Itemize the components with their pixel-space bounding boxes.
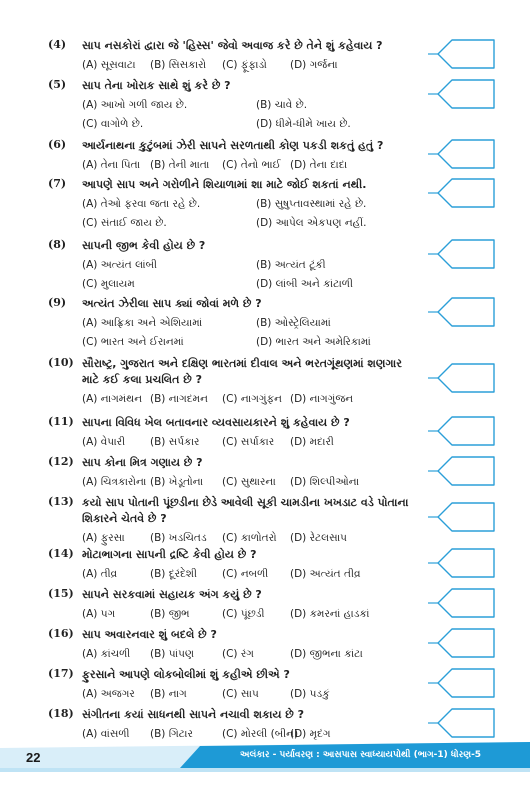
answer-option: (C) રંગ <box>222 648 254 660</box>
answer-option: (D) અત્યંત તીવ્ર <box>290 568 361 580</box>
page-footer <box>0 742 530 795</box>
answer-option: (C) સંતાઈ જાય છે. <box>82 217 167 229</box>
answer-option: (B) સિસકારો <box>150 59 207 71</box>
answer-box[interactable] <box>426 76 498 112</box>
answer-box[interactable] <box>426 499 498 535</box>
question-text: સાપને સરકવામાં સહાયક અંગ કયું છે ? <box>82 588 262 601</box>
answer-box[interactable] <box>426 236 498 272</box>
answer-option: (D) પડકું <box>290 688 330 700</box>
answer-box[interactable] <box>426 585 498 621</box>
answer-option: (C) મોરલી (બીન) <box>222 728 299 740</box>
answer-option: (D) મદારી <box>290 436 334 448</box>
answer-option: (D) કમરનાં હાડકાં <box>290 608 370 620</box>
question-number: (18) <box>48 707 74 720</box>
question-text: સૌરાષ્ટ્ર, ગુજરાત અને દક્ષિણ ભારતમાં દીવાલ અને ભરતગૂંથણમાં શણગાર માટે કઈ કલા પ્રચલિત છે ? <box>82 357 402 386</box>
answer-option: (D) ગર્જના <box>290 59 338 71</box>
question-number: (7) <box>48 177 67 190</box>
answer-option: (C) મુલાયમ <box>82 278 135 290</box>
question-text: સાપના વિવિધ ખેલ બતાવનાર વ્યવસાયકારને શું કહેવાય છે ? <box>82 416 350 429</box>
answer-option: (A) અજગર <box>82 688 135 700</box>
answer-option: (B) ઓસ્ટ્રેલિયામાં <box>256 317 331 329</box>
answer-option: (D) આપેલ એકપણ નહીં. <box>256 217 367 229</box>
answer-option: (D) મૃદંગ <box>290 728 331 740</box>
answer-box[interactable] <box>426 545 498 581</box>
answer-option: (C) ભારત અને ઈરાનમાં <box>82 336 184 348</box>
answer-box[interactable] <box>426 413 498 449</box>
answer-option: (B) તેની માતા <box>150 159 210 171</box>
question-number: (11) <box>48 415 74 428</box>
answer-box[interactable] <box>426 665 498 701</box>
answer-option: (A) ફુરસા <box>82 532 125 544</box>
answer-option: (B) ચાવે છે. <box>256 99 308 111</box>
answer-option: (C) નાગગુંફન <box>222 393 282 405</box>
answer-option: (A) વેપારી <box>82 436 126 448</box>
answer-option: (D) રેટલસાપ <box>290 532 347 544</box>
answer-option: (D) ધીમે-ધીમે ખાય છે. <box>256 118 351 130</box>
question-text: સાપ નસકોરાં દ્વારા જે 'હિસ્સ' જેવો અવાજ કરે છે તેને શું કહેવાય ? <box>82 39 383 52</box>
question-text: મોટાભાગના સાપની દ્રષ્ટિ કેવી હોય છે ? <box>82 548 257 561</box>
question-text: ફુરસાને આપણે લોકબોલીમાં શું કહીએ છીએ ? <box>82 668 290 681</box>
answer-box[interactable] <box>426 705 498 741</box>
answer-box[interactable] <box>426 175 498 211</box>
answer-box[interactable] <box>426 36 498 72</box>
question-text: સાપ અવારનવાર શું બદલે છે ? <box>82 628 217 641</box>
answer-option: (A) અત્યંત લાંબી <box>82 259 158 271</box>
answer-option: (C) સાપ <box>222 688 259 700</box>
question-text: આપણે સાપ અને ગરોળીને શિયાળામાં શા માટે જોઈ શકતાં નથી. <box>82 178 367 191</box>
answer-option: (B) ખડચિતડ <box>150 532 207 544</box>
question-number: (16) <box>48 627 74 640</box>
question-text: સાપની જીભ કેવી હોય છે ? <box>82 239 206 252</box>
answer-option: (D) શિલ્પીઓના <box>290 476 360 488</box>
answer-option: (A) પગ <box>82 608 116 620</box>
answer-option: (C) નબળી <box>222 568 269 580</box>
answer-option: (B) અત્યંત ટૂંકી <box>256 259 326 271</box>
answer-option: (D) જીભના કાંટા <box>290 648 363 660</box>
answer-option: (A) આફ્રિકા અને એશિયામાં <box>82 317 203 329</box>
answer-option: (B) ગિટાર <box>150 728 193 740</box>
answer-option: (A) વાંસળી <box>82 728 130 740</box>
answer-option: (B) જીભ <box>150 608 190 620</box>
answer-option: (B) સુષુપ્તાવસ્થામાં રહે છે. <box>256 198 367 210</box>
page-number: 22 <box>26 750 41 765</box>
question-number: (10) <box>48 356 74 369</box>
answer-option: (A) તીવ્ર <box>82 568 118 580</box>
answer-option: (B) નાગ <box>150 688 187 700</box>
question-number: (4) <box>48 38 67 51</box>
answer-option: (C) કાળોતરો <box>222 532 277 544</box>
answer-option: (B) ખેડૂતોના <box>150 476 204 488</box>
answer-option: (B) સર્પકાર <box>150 436 200 448</box>
answer-option: (A) નાગમંથન <box>82 393 143 405</box>
answer-option: (C) પૂંછડી <box>222 608 265 620</box>
answer-option: (D) ભારત અને અમેરિકામાં <box>256 336 371 348</box>
footer-title: અલંકાર - પર્યાવરણ : આસપાસ સ્વાધ્યાયપોથી (ભાગ-1) ધોરણ-5 <box>240 750 482 760</box>
question-text: સંગીતના કયાં સાધનથી સાપને નચાવી શકાય છે ? <box>82 708 304 721</box>
answer-option: (A) તેઓ ફરવા જતા રહે છે. <box>82 198 201 210</box>
question-number: (9) <box>48 296 67 309</box>
question-text: અત્યંત ઝેરીલા સાપ ક્યાં જોવાં મળે છે ? <box>82 297 262 310</box>
answer-option: (A) તેના પિતા <box>82 159 141 171</box>
answer-option: (C) વાગોળે છે. <box>82 118 144 130</box>
question-number: (13) <box>48 495 74 508</box>
answer-box[interactable] <box>426 294 498 330</box>
answer-option: (A) સૂસવાટા <box>82 59 136 71</box>
answer-box[interactable] <box>426 625 498 661</box>
question-number: (6) <box>48 138 67 151</box>
answer-option: (A) ચિત્રકારોના <box>82 476 147 488</box>
answer-option: (A) કાંચળી <box>82 648 131 660</box>
answer-option: (D) નાગગુંજન <box>290 393 354 405</box>
question-text: સાપ કોના મિત્ર ગણાય છે ? <box>82 456 203 469</box>
answer-option: (A) આખો ગળી જાય છે. <box>82 99 188 111</box>
question-text: સાપ તેના ખોરાક સાથે શું કરે છે ? <box>82 79 231 92</box>
question-number: (12) <box>48 455 74 468</box>
answer-option: (C) સુથારના <box>222 476 276 488</box>
answer-option: (B) નાગદમન <box>150 393 208 405</box>
answer-option: (B) પાંપણ <box>150 648 195 660</box>
answer-option: (D) લાંબી અને કાંટાળી <box>256 278 353 290</box>
question-number: (17) <box>48 667 74 680</box>
question-number: (14) <box>48 547 74 560</box>
answer-option: (C) તેનો ભાઈ <box>222 159 281 171</box>
question-number: (15) <box>48 587 74 600</box>
question-number: (5) <box>48 78 67 91</box>
answer-box[interactable] <box>426 453 498 489</box>
answer-option: (B) દૂરંદેશી <box>150 568 197 580</box>
answer-box[interactable] <box>426 136 498 172</box>
answer-option: (C) ફૂંફાડો <box>222 59 267 71</box>
question-text: કયો સાપ પોતાની પૂંછડીના છેડે આવેલી સૂકી ચામડીના ખખડાટ વડે પોતાના શિકારને ચેતવે છે ? <box>82 496 409 525</box>
answer-box[interactable] <box>426 360 498 396</box>
question-text: આર્યનાથના કુટુંબમાં ઝેરી સાપને સરળતાથી કોણ પકડી શકતું હતું ? <box>82 139 384 152</box>
answer-option: (D) તેના દાદા <box>290 159 348 171</box>
answer-option: (C) સર્પાકાર <box>222 436 275 448</box>
question-number: (8) <box>48 238 67 251</box>
